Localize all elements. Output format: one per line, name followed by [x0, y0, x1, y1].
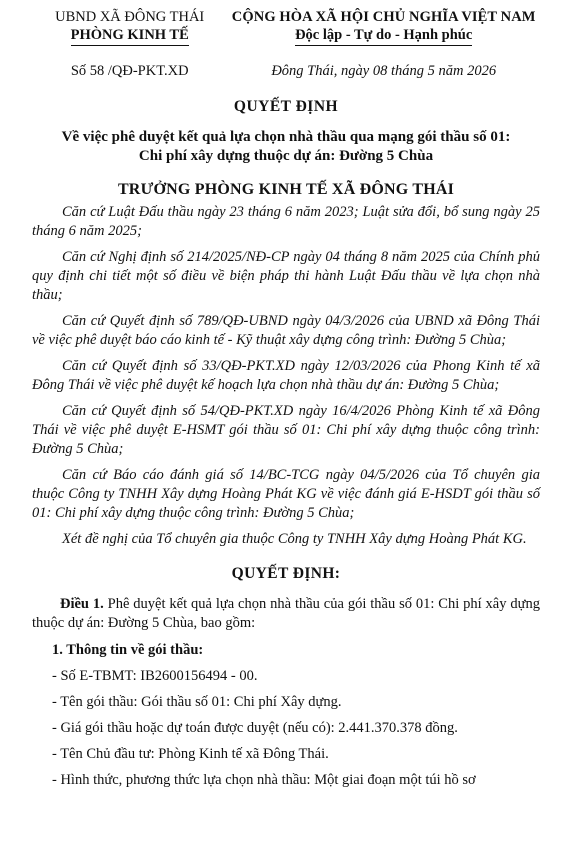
list-item: - Hình thức, phương thức lựa chọn nhà thầu: Một giai đoạn một túi hồ sơ — [52, 772, 476, 788]
list-item: - Giá gói thầu hoặc dự toán được duyệt (nếu có): 2.441.370.378 đồng. — [52, 720, 458, 736]
national-title-block — [227, 8, 540, 46]
list-item: - Tên gói thầu: Gói thầu số 01: Chi phí Xây dựng. — [52, 694, 342, 710]
document-title: QUYẾT ĐỊNH — [233, 98, 339, 115]
legal-basis: Xét đề nghị của Tổ chuyên gia thuộc Công ty TNHH Xây dựng Hoàng Phát KG. — [62, 531, 527, 547]
document-subject — [32, 128, 540, 166]
document-header — [32, 8, 540, 46]
reference-line — [32, 62, 540, 80]
article-1-label: Điều 1. — [60, 596, 104, 612]
article-1 — [32, 595, 540, 633]
legal-basis: Căn cứ Báo cáo đánh giá số 14/BC-TCG ngày 04/5/2026 của Tổ chuyên gia thuộc Công ty TNHH Xây dựng Hoàng Phát KG về việc đánh giá E-HSDT gói thầu số 01: Chi phí xây dựng thuộc công trình: Đường 5 Chùa; — [32, 467, 540, 521]
legal-basis: Căn cứ Quyết định số 33/QĐ-PKT.XD ngày 12/03/2026 của Phong Kinh tế xã Đông Thái về việc phê duyệt kế hoạch lựa chọn nhà thầu dự án: Đường 5 Chùa; — [32, 358, 540, 393]
article-1-text: Phê duyệt kết quả lựa chọn nhà thầu của gói thầu số 01: Chi phí xây dựng thuộc dự án: Đường 5 Chùa, bao gồm: — [32, 596, 540, 631]
list-item: - Tên Chủ đầu tư: Phòng Kinh tế xã Đông Thái. — [52, 746, 329, 762]
legal-basis: Căn cứ Quyết định số 789/QĐ-UBND ngày 04/3/2026 của UBND xã Đông Thái về việc phê duyệt báo cáo kinh tế - Kỹ thuật xây dựng công trình: Đường 5 Chùa; — [32, 313, 540, 348]
decision-heading: QUYẾT ĐỊNH: — [231, 565, 341, 582]
document-number: Số 58 /QĐ-PKT.XD — [70, 63, 189, 79]
legal-basis: Căn cứ Nghị định số 214/2025/NĐ-CP ngày 04 tháng 8 năm 2025 của Chính phủ quy định chi tiết một số điều về biện pháp thi hành Luật Đấu thầu về lựa chọn nhà thầu; — [32, 249, 540, 303]
section-1-title: 1. Thông tin về gói thầu: — [52, 642, 204, 658]
issuing-authority: TRƯỞNG PHÒNG KINH TẾ XÃ ĐÔNG THÁI — [117, 181, 455, 198]
legal-basis: Căn cứ Quyết định số 54/QĐ-PKT.XD ngày 16/4/2026 Phòng Kinh tế xã Đông Thái về việc phê duyệt E-HSMT gói thầu số 01: Chi phí xây dựng thuộc công trình: Đường 5 Chùa; — [32, 403, 540, 457]
legal-bases — [32, 203, 540, 549]
issuing-agency-block — [32, 8, 227, 46]
national-motto: Độc lập - Tự do - Hạnh phúc — [295, 26, 472, 46]
agency-name: UBND XÃ ĐÔNG THÁI — [55, 9, 205, 25]
national-title: CỘNG HÒA XÃ HỘI CHỦ NGHĨA VIỆT NAM — [231, 9, 536, 25]
decision-body — [32, 595, 540, 790]
legal-basis: Căn cứ Luật Đấu thầu ngày 23 tháng 6 năm 2023; Luật sửa đổi, bổ sung ngày 25 tháng 6 năm 2025; — [32, 204, 540, 239]
subject-line-1: Về việc phê duyệt kết quả lựa chọn nhà thầu qua mạng gói thầu số 01: — [61, 129, 511, 145]
department-name: PHÒNG KINH TẾ — [71, 26, 189, 46]
subject-line-2: Chi phí xây dựng thuộc dự án: Đường 5 Chùa — [138, 148, 434, 164]
list-item: - Số E-TBMT: IB2600156494 - 00. — [52, 668, 258, 684]
place-date: Đông Thái, ngày 08 tháng 5 năm 2026 — [271, 63, 497, 79]
